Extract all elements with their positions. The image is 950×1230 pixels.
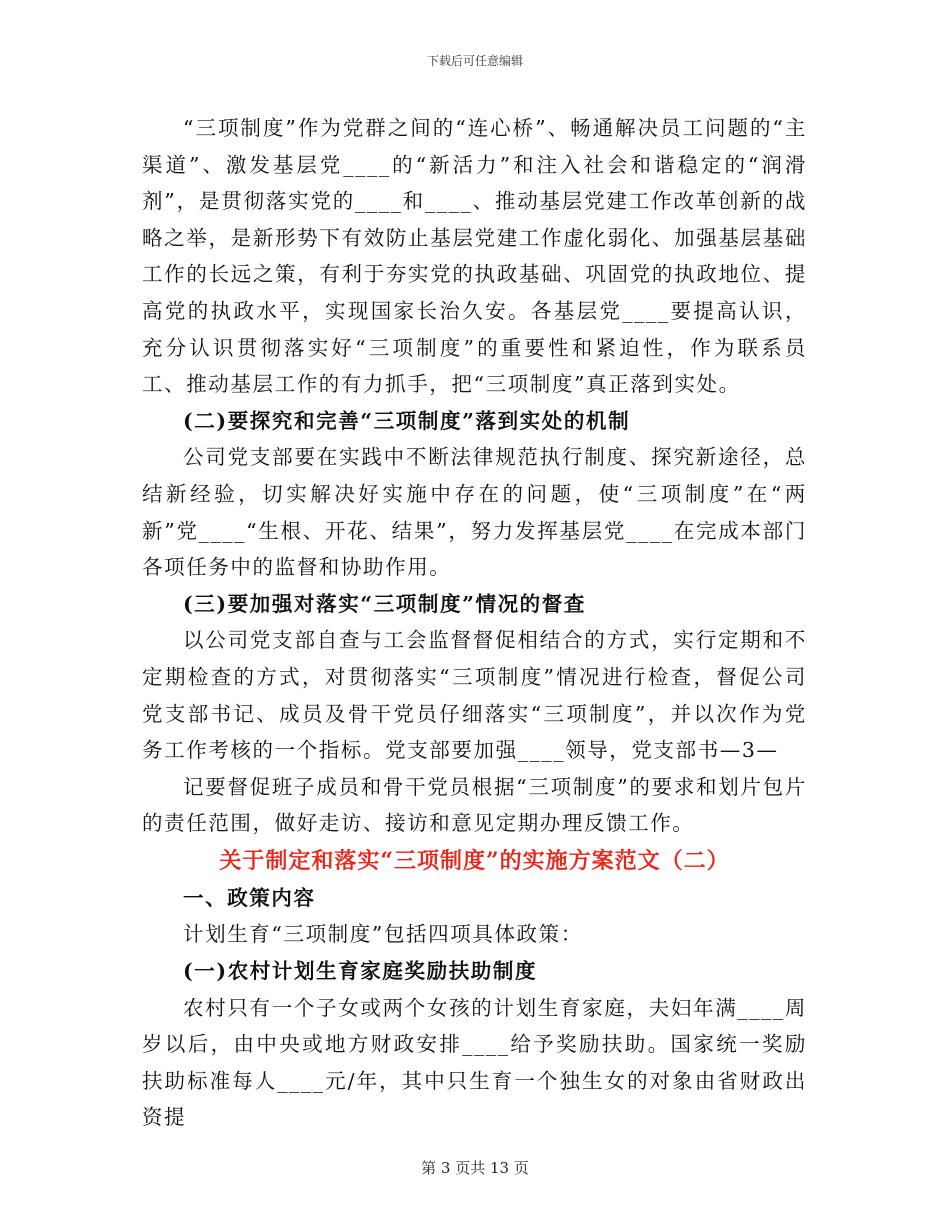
body-paragraph: 农村只有一个子女或两个女孩的计划生育家庭，夫妇年满____周岁以后，由中央或地方财政安排____给予奖励扶助。国家统一奖励扶助标准每人____元/年，其中只生育一个独生女的对象由省财政出资提 bbox=[142, 995, 807, 1130]
section-heading: (三)要加强对落实“三项制度”情况的督查 bbox=[183, 591, 586, 616]
body-paragraph: 计划生育“三项制度”包括四项具体政策： bbox=[183, 922, 583, 947]
body-paragraph: 以公司党支部自查与工会监督督促相结合的方式，实行定期和不定期检查的方式，对贯彻落实“三项制度”情况进行检查，督促公司党支部书记、成员及骨干党员仔细落实“三项制度”，并以次作为党务工作考核的一个指标。党支部要加强____领导，党支部书—3— bbox=[142, 628, 807, 763]
document-title: 关于制定和落实“三项制度”的实施方案范文（二） bbox=[219, 847, 730, 874]
section-heading: (二)要探究和完善“三项制度”落到实处的机制 bbox=[183, 408, 631, 433]
body-paragraph: “三项制度”作为党群之间的“连心桥”、畅通解决员工问题的“主渠道”、激发基层党____的“新活力”和注入社会和谐稳定的“润滑剂”，是贯彻落实党的____和____、推动基层党建工作改革创新的战略之举，是新形势下有效防止基层党建工作虚化弱化、加强基层基础工作的长远之策，有利于夯实党的执政基础、巩固党的执政地位、提高党的执政水平，实现国家长治久安。各基层党____要提高认识，充分认识贯彻落实好“三项制度”的重要性和紧迫性，作为联系员工、推动基层工作的有力抓手，把“三项制度”真正落到实处。 bbox=[142, 116, 807, 397]
body-paragraph: 公司党支部要在实践中不断法律规范执行制度、探究新途径，总结新经验，切实解决好实施中存在的问题，使“三项制度”在“两新”党____“生根、开花、结果”，努力发挥基层党____在完成本部门各项任务中的监督和协助作用。 bbox=[142, 445, 807, 580]
page-footer: 第 3 页共 13 页 bbox=[421, 1159, 529, 1177]
section-heading: (一)农村计划生育家庭奖励扶助制度 bbox=[183, 959, 538, 984]
body-paragraph: 记要督促班子成员和骨干党员根据“三项制度”的要求和划片包片的责任范围，做好走访、接访和意见定期办理反馈工作。 bbox=[142, 774, 807, 836]
document-body bbox=[142, 110, 807, 1136]
section-heading: 一、政策内容 bbox=[183, 885, 316, 910]
page-header: 下载后可任意编辑 bbox=[426, 54, 523, 68]
